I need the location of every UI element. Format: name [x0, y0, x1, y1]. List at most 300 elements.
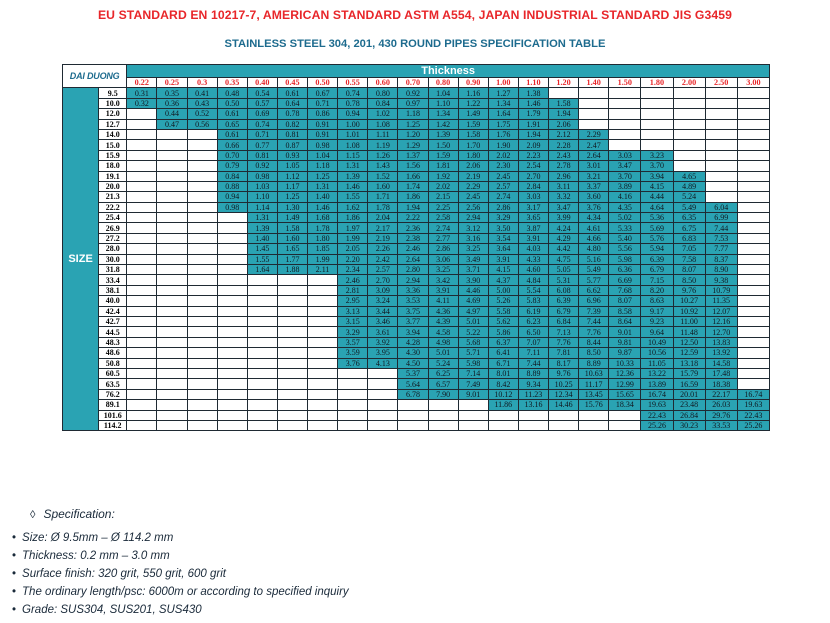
weight-cell: 3.70: [641, 161, 673, 171]
weight-cell: 5.77: [579, 275, 609, 285]
weight-cell: 1.60: [277, 233, 307, 243]
table-row: [63, 223, 770, 233]
size-value: 60.5: [99, 368, 127, 378]
weight-cell: 3.29: [338, 327, 368, 337]
weight-cell: 3.54: [488, 233, 518, 243]
weight-cell: 2.06: [549, 119, 579, 129]
empty-cell: [127, 368, 157, 378]
empty-cell: [187, 285, 217, 295]
empty-cell: [308, 296, 338, 306]
empty-cell: [338, 389, 368, 399]
weight-cell: 4.84: [518, 275, 548, 285]
empty-cell: [398, 420, 428, 430]
weight-cell: 0.35: [157, 88, 187, 98]
empty-cell: [277, 327, 307, 337]
empty-cell: [217, 337, 247, 347]
weight-cell: 5.05: [549, 265, 579, 275]
empty-cell: [641, 109, 673, 119]
empty-cell: [737, 109, 769, 119]
weight-cell: 5.16: [579, 254, 609, 264]
empty-cell: [187, 161, 217, 171]
thickness-value: 0.3: [187, 78, 217, 88]
weight-cell: 7.76: [579, 327, 609, 337]
weight-cell: 1.92: [428, 171, 458, 181]
weight-cell: 8.17: [549, 358, 579, 368]
weight-cell: 5.76: [641, 233, 673, 243]
weight-cell: 9.64: [641, 327, 673, 337]
thickness-value: 0.50: [308, 78, 338, 88]
weight-cell: 6.35: [673, 213, 705, 223]
weight-cell: 4.30: [398, 348, 428, 358]
empty-cell: [338, 400, 368, 410]
empty-cell: [609, 98, 641, 108]
size-value: 33.4: [99, 275, 127, 285]
table-row: [63, 254, 770, 264]
table-row: [63, 213, 770, 223]
empty-cell: [705, 150, 737, 160]
weight-cell: 11.35: [705, 296, 737, 306]
weight-cell: 1.66: [398, 171, 428, 181]
empty-cell: [705, 129, 737, 139]
empty-cell: [338, 368, 368, 378]
weight-cell: 4.13: [368, 358, 398, 368]
weight-cell: 1.12: [277, 171, 307, 181]
weight-cell: 13.16: [518, 400, 548, 410]
empty-cell: [308, 400, 338, 410]
weight-cell: 5.36: [641, 213, 673, 223]
empty-cell: [217, 233, 247, 243]
empty-cell: [157, 327, 187, 337]
empty-cell: [187, 150, 217, 160]
table-row: [63, 265, 770, 275]
empty-cell: [308, 379, 338, 389]
empty-cell: [641, 119, 673, 129]
empty-cell: [277, 285, 307, 295]
weight-cell: 0.94: [217, 192, 247, 202]
empty-cell: [217, 275, 247, 285]
weight-cell: 12.50: [673, 337, 705, 347]
weight-cell: 6.19: [518, 306, 548, 316]
weight-cell: 11.05: [641, 358, 673, 368]
weight-cell: 6.25: [428, 368, 458, 378]
empty-cell: [127, 348, 157, 358]
weight-cell: 2.22: [398, 213, 428, 223]
empty-cell: [157, 316, 187, 326]
empty-cell: [641, 129, 673, 139]
weight-cell: 0.36: [157, 98, 187, 108]
empty-cell: [609, 88, 641, 98]
weight-cell: 1.46: [308, 202, 338, 212]
weight-cell: 26.03: [705, 400, 737, 410]
weight-cell: 12.07: [705, 306, 737, 316]
empty-cell: [157, 410, 187, 420]
empty-cell: [157, 150, 187, 160]
empty-cell: [308, 348, 338, 358]
weight-cell: 1.17: [277, 181, 307, 191]
weight-cell: 3.50: [488, 223, 518, 233]
empty-cell: [187, 213, 217, 223]
empty-cell: [673, 109, 705, 119]
weight-cell: 7.53: [705, 233, 737, 243]
thickness-value: 0.35: [217, 78, 247, 88]
weight-cell: 0.52: [187, 109, 217, 119]
weight-cell: 0.78: [277, 109, 307, 119]
weight-cell: 3.25: [458, 244, 488, 254]
empty-cell: [308, 337, 338, 347]
weight-cell: 1.43: [368, 161, 398, 171]
weight-cell: 7.90: [428, 389, 458, 399]
weight-cell: 5.49: [579, 265, 609, 275]
empty-cell: [127, 327, 157, 337]
empty-cell: [157, 358, 187, 368]
weight-cell: 9.34: [518, 379, 548, 389]
weight-cell: 4.37: [488, 275, 518, 285]
weight-cell: 1.00: [338, 119, 368, 129]
weight-cell: 3.23: [641, 150, 673, 160]
empty-cell: [157, 244, 187, 254]
weight-cell: 1.88: [277, 265, 307, 275]
weight-cell: 0.71: [308, 98, 338, 108]
empty-cell: [737, 88, 769, 98]
weight-cell: 1.94: [549, 109, 579, 119]
weight-cell: 7.44: [579, 316, 609, 326]
weight-cell: 5.26: [488, 296, 518, 306]
weight-cell: 22.43: [737, 410, 769, 420]
empty-cell: [737, 223, 769, 233]
weight-cell: 9.17: [641, 306, 673, 316]
empty-cell: [609, 119, 641, 129]
weight-cell: 2.78: [549, 161, 579, 171]
weight-cell: 2.64: [579, 150, 609, 160]
weight-cell: 0.69: [247, 109, 277, 119]
weight-cell: 5.22: [458, 327, 488, 337]
empty-cell: [127, 244, 157, 254]
empty-cell: [368, 389, 398, 399]
weight-cell: 0.82: [277, 119, 307, 129]
weight-cell: 1.25: [277, 192, 307, 202]
empty-cell: [737, 285, 769, 295]
weight-cell: 10.56: [641, 348, 673, 358]
thickness-values-row: [63, 78, 770, 88]
empty-cell: [247, 285, 277, 295]
thickness-value: 0.60: [368, 78, 398, 88]
weight-cell: 1.31: [308, 181, 338, 191]
weight-cell: 2.25: [428, 202, 458, 212]
empty-cell: [187, 192, 217, 202]
weight-cell: 3.91: [428, 285, 458, 295]
weight-cell: 2.02: [428, 181, 458, 191]
empty-cell: [247, 368, 277, 378]
weight-cell: 3.70: [609, 171, 641, 181]
weight-cell: 0.61: [217, 109, 247, 119]
empty-cell: [579, 98, 609, 108]
weight-cell: 0.71: [247, 129, 277, 139]
weight-cell: 1.45: [247, 244, 277, 254]
empty-cell: [277, 379, 307, 389]
weight-cell: 1.50: [428, 140, 458, 150]
table-row: [63, 244, 770, 254]
weight-cell: 1.76: [488, 129, 518, 139]
weight-cell: 0.92: [247, 161, 277, 171]
weight-cell: 4.03: [518, 244, 548, 254]
weight-cell: 6.08: [549, 285, 579, 295]
weight-cell: 2.05: [338, 244, 368, 254]
empty-cell: [127, 223, 157, 233]
empty-cell: [127, 119, 157, 129]
weight-cell: 3.94: [641, 171, 673, 181]
empty-cell: [127, 192, 157, 202]
weight-cell: 8.58: [609, 306, 641, 316]
empty-cell: [157, 192, 187, 202]
table-row: [63, 119, 770, 129]
weight-cell: 1.25: [308, 171, 338, 181]
weight-cell: 3.01: [579, 161, 609, 171]
empty-cell: [217, 223, 247, 233]
weight-cell: 6.79: [641, 265, 673, 275]
weight-cell: 3.57: [338, 337, 368, 347]
weight-cell: 3.94: [398, 327, 428, 337]
size-value: 48.3: [99, 337, 127, 347]
weight-cell: 2.02: [488, 150, 518, 160]
weight-cell: 4.60: [518, 265, 548, 275]
table-row: [63, 379, 770, 389]
table-row: [63, 285, 770, 295]
size-value: 19.1: [99, 171, 127, 181]
weight-cell: 6.83: [673, 233, 705, 243]
weight-cell: 8.63: [641, 296, 673, 306]
weight-cell: 6.36: [609, 265, 641, 275]
spec-item-text: Size: Ø 9.5mm – Ø 114.2 mm: [22, 532, 174, 544]
table-row: [63, 327, 770, 337]
weight-cell: 0.98: [247, 171, 277, 181]
empty-cell: [217, 296, 247, 306]
weight-cell: 7.77: [705, 244, 737, 254]
empty-cell: [127, 202, 157, 212]
empty-cell: [609, 420, 641, 430]
weight-cell: 1.49: [277, 213, 307, 223]
spec-item-text: Thickness: 0.2 mm – 3.0 mm: [22, 550, 170, 562]
empty-cell: [187, 410, 217, 420]
size-value: 30.0: [99, 254, 127, 264]
empty-cell: [428, 410, 458, 420]
weight-cell: 3.24: [368, 296, 398, 306]
weight-cell: 3.49: [458, 254, 488, 264]
empty-cell: [127, 129, 157, 139]
weight-cell: 1.99: [338, 233, 368, 243]
empty-cell: [247, 400, 277, 410]
table-row: [63, 400, 770, 410]
weight-cell: 5.02: [609, 213, 641, 223]
weight-cell: 12.34: [549, 389, 579, 399]
weight-cell: 5.58: [488, 306, 518, 316]
empty-cell: [673, 150, 705, 160]
weight-cell: 0.57: [247, 98, 277, 108]
weight-cell: 1.27: [488, 88, 518, 98]
empty-cell: [308, 420, 338, 430]
specification-heading-text: Specification:: [43, 507, 115, 521]
weight-cell: 3.53: [398, 296, 428, 306]
weight-cell: 5.98: [609, 254, 641, 264]
weight-cell: 3.36: [398, 285, 428, 295]
empty-cell: [609, 129, 641, 139]
weight-cell: 0.74: [338, 88, 368, 98]
empty-cell: [458, 400, 488, 410]
empty-cell: [187, 296, 217, 306]
weight-cell: 1.02: [368, 109, 398, 119]
empty-cell: [641, 88, 673, 98]
weight-cell: 3.76: [338, 358, 368, 368]
weight-cell: 2.77: [428, 233, 458, 243]
weight-cell: 2.70: [368, 275, 398, 285]
empty-cell: [127, 233, 157, 243]
weight-cell: 10.92: [673, 306, 705, 316]
weight-cell: 8.20: [641, 285, 673, 295]
weight-cell: 5.56: [609, 244, 641, 254]
weight-cell: 2.95: [338, 296, 368, 306]
size-value: 31.8: [99, 265, 127, 275]
weight-cell: 6.84: [549, 316, 579, 326]
weight-cell: 1.31: [247, 213, 277, 223]
empty-cell: [187, 306, 217, 316]
size-value: 12.0: [99, 109, 127, 119]
empty-cell: [157, 368, 187, 378]
weight-cell: 0.31: [127, 88, 157, 98]
bullet-icon: •: [12, 532, 17, 544]
size-value: 10.0: [99, 98, 127, 108]
empty-cell: [187, 379, 217, 389]
weight-cell: 10.63: [579, 368, 609, 378]
empty-cell: [737, 202, 769, 212]
weight-cell: 1.75: [488, 119, 518, 129]
table-row: [63, 337, 770, 347]
empty-cell: [308, 316, 338, 326]
empty-cell: [127, 265, 157, 275]
weight-cell: 0.91: [308, 129, 338, 139]
weight-cell: 3.91: [518, 233, 548, 243]
weight-cell: 15.79: [673, 368, 705, 378]
weight-cell: 1.80: [458, 150, 488, 160]
size-value: 89.1: [99, 400, 127, 410]
weight-cell: 3.71: [458, 265, 488, 275]
weight-cell: 2.47: [579, 140, 609, 150]
weight-cell: 7.14: [458, 368, 488, 378]
weight-cell: 6.04: [705, 202, 737, 212]
spec-item-text: Surface finish: 320 grit, 550 grit, 600 grit: [22, 568, 226, 580]
weight-cell: 2.29: [579, 129, 609, 139]
empty-cell: [157, 306, 187, 316]
empty-cell: [673, 119, 705, 129]
size-value: 15.0: [99, 140, 127, 150]
weight-cell: 9.01: [458, 389, 488, 399]
weight-cell: 3.47: [549, 202, 579, 212]
weight-cell: 5.69: [641, 223, 673, 233]
weight-cell: 6.57: [428, 379, 458, 389]
empty-cell: [458, 410, 488, 420]
weight-cell: 1.71: [368, 192, 398, 202]
empty-cell: [277, 306, 307, 316]
weight-cell: 4.34: [579, 213, 609, 223]
weight-cell: 2.94: [458, 213, 488, 223]
size-value: 63.5: [99, 379, 127, 389]
weight-cell: 8.64: [609, 316, 641, 326]
weight-cell: 7.44: [518, 358, 548, 368]
weight-cell: 1.22: [458, 98, 488, 108]
weight-cell: 0.77: [247, 140, 277, 150]
weight-cell: 1.18: [398, 109, 428, 119]
weight-cell: 18.38: [705, 379, 737, 389]
weight-cell: 7.76: [549, 337, 579, 347]
empty-cell: [737, 379, 769, 389]
empty-cell: [157, 233, 187, 243]
bullet-icon: •: [12, 550, 17, 562]
weight-cell: 5.83: [518, 296, 548, 306]
size-value: 21.3: [99, 192, 127, 202]
weight-cell: 1.40: [308, 192, 338, 202]
weight-cell: 1.94: [398, 202, 428, 212]
spec-item-grade: [12, 601, 349, 619]
weight-cell: 0.78: [338, 98, 368, 108]
empty-cell: [127, 400, 157, 410]
table-row: [63, 88, 770, 98]
spec-item-text: The ordinary length/psc: 6000m or according to specified inquiry: [22, 586, 349, 598]
weight-cell: 4.39: [428, 316, 458, 326]
weight-cell: 0.44: [157, 109, 187, 119]
empty-cell: [217, 254, 247, 264]
empty-cell: [338, 379, 368, 389]
weight-cell: 2.70: [518, 171, 548, 181]
empty-cell: [157, 202, 187, 212]
weight-cell: 0.92: [398, 88, 428, 98]
weight-cell: 1.55: [247, 254, 277, 264]
empty-cell: [187, 254, 217, 264]
empty-cell: [157, 400, 187, 410]
weight-cell: 8.44: [579, 337, 609, 347]
weight-cell: 0.81: [247, 150, 277, 160]
empty-cell: [609, 410, 641, 420]
empty-cell: [127, 337, 157, 347]
bullet-icon: •: [12, 568, 17, 580]
weight-cell: 0.84: [368, 98, 398, 108]
thickness-value: 3.00: [737, 78, 769, 88]
weight-cell: 1.40: [247, 233, 277, 243]
weight-cell: 0.88: [217, 181, 247, 191]
empty-cell: [127, 275, 157, 285]
weight-cell: 1.10: [428, 98, 458, 108]
weight-cell: 1.18: [308, 161, 338, 171]
weight-cell: 2.94: [398, 275, 428, 285]
weight-cell: 4.61: [579, 223, 609, 233]
weight-cell: 1.78: [368, 202, 398, 212]
weight-cell: 22.17: [705, 389, 737, 399]
weight-cell: 3.75: [398, 306, 428, 316]
thickness-value: 0.45: [277, 78, 307, 88]
thickness-value: 1.00: [488, 78, 518, 88]
weight-cell: 2.45: [458, 192, 488, 202]
weight-cell: 4.89: [673, 181, 705, 191]
empty-cell: [217, 285, 247, 295]
weight-cell: 30.23: [673, 420, 705, 430]
size-value: 38.1: [99, 285, 127, 295]
weight-cell: 4.29: [549, 233, 579, 243]
weight-cell: 2.84: [518, 181, 548, 191]
empty-cell: [673, 129, 705, 139]
empty-cell: [428, 420, 458, 430]
weight-cell: 14.46: [549, 400, 579, 410]
weight-cell: 1.39: [338, 171, 368, 181]
weight-cell: 2.81: [338, 285, 368, 295]
size-value: 40.0: [99, 296, 127, 306]
weight-cell: 3.42: [428, 275, 458, 285]
